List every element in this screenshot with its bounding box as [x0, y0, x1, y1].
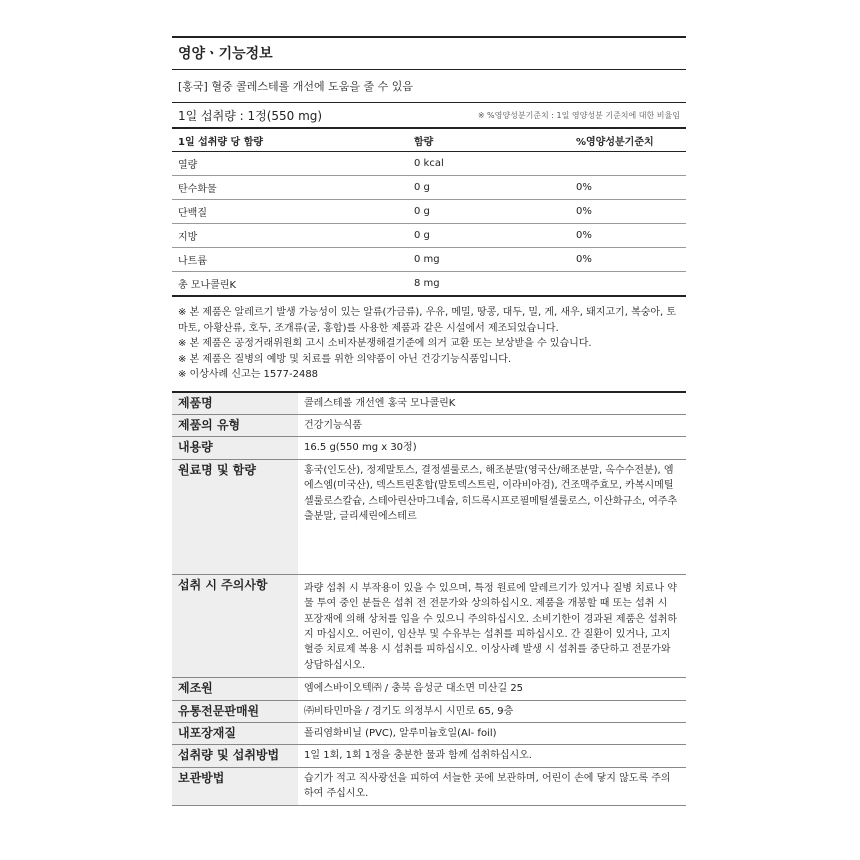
- compensation-note: ※ 본 제품은 공정거래위원회 고시 소비자분쟁해결기준에 의거 교환 또는 보상받을 수 있습니다.: [178, 338, 592, 349]
- nutrient-pct: 0%: [570, 176, 686, 200]
- table-row: [172, 248, 686, 272]
- info-label: 내용량: [172, 437, 298, 459]
- nutrition-info-panel: [172, 36, 686, 806]
- info-label: 보관방법: [172, 767, 298, 805]
- nutrition-table: [172, 129, 686, 297]
- header-amount: 함량: [408, 129, 570, 152]
- allergy-note: ※ 본 제품은 알레르기 발생 가능성이 있는 알류(가금류), 우유, 메밀, 땅콩, 대두, 밀, 게, 새우, 돼지고기, 복숭아, 토마토, 아황산류, 호두, 조개류(굴, 홍합)를 사용한 제품과 같은 시설에서 제조되었습니다.: [178, 307, 677, 334]
- table-row: [172, 224, 686, 248]
- nutrient-pct: 0%: [570, 224, 686, 248]
- nutrient-name: 나트륨: [172, 248, 408, 272]
- info-value: 건강기능식품: [298, 414, 686, 436]
- header-per-serving: 1일 섭취량 당 함량: [172, 129, 408, 152]
- not-medicine-note: ※ 본 제품은 질병의 예방 및 치료를 위한 의약품이 아닌 건강기능식품입니다.: [178, 353, 512, 365]
- nutrient-pct: 0%: [570, 248, 686, 272]
- table-row: [172, 393, 686, 415]
- table-row: [172, 437, 686, 459]
- info-label: 유통전문판매원: [172, 700, 298, 722]
- nutrient-name: 단백질: [172, 200, 408, 224]
- table-row: [172, 272, 686, 297]
- info-value: 1일 1회, 1회 1정을 충분한 물과 함께 섭취하십시오.: [298, 745, 686, 767]
- info-value: 엠에스바이오텍㈜ / 충북 음성군 대소면 미산길 25: [298, 678, 686, 700]
- nutrient-amount: 0 g: [408, 200, 570, 224]
- report-note: ※ 이상사례 신고는 1577-2488: [178, 369, 319, 380]
- table-row: [172, 152, 686, 176]
- nutrient-amount: 0 g: [408, 176, 570, 200]
- table-row: [172, 678, 686, 700]
- table-row: [172, 745, 686, 767]
- info-label: 섭취량 및 섭취방법: [172, 745, 298, 767]
- header-daily-value: %영양성분기준치: [570, 129, 686, 152]
- info-label: 제조원: [172, 678, 298, 700]
- serving-size-row: [172, 103, 686, 129]
- table-row: [172, 414, 686, 436]
- nutrient-name: 지방: [172, 224, 408, 248]
- info-value: 습기가 적고 직사광선을 피하여 서늘한 곳에 보관하며, 어린이 손에 닿지 않도록 주의하여 주십시오.: [298, 767, 686, 805]
- nutrient-amount: 8 mg: [408, 272, 570, 297]
- info-label: 원료명 및 함량: [172, 459, 298, 574]
- nutrient-amount: 0 g: [408, 224, 570, 248]
- nutrient-name: 총 모나콜린K: [172, 272, 408, 297]
- functional-claim: [홍국] 혈중 콜레스테롤 개선에 도움을 줄 수 있음: [172, 70, 686, 103]
- info-label: 섭취 시 주의사항: [172, 574, 298, 677]
- daily-value-note: ※ %영양성분기준치 : 1일 영양성분 기준치에 대한 비율임: [477, 110, 680, 120]
- nutrient-name: 탄수화물: [172, 176, 408, 200]
- table-row: [172, 767, 686, 805]
- nutrient-amount: 0 kcal: [408, 152, 570, 176]
- nutrient-name: 열량: [172, 152, 408, 176]
- table-row: [172, 459, 686, 574]
- info-value: ㈜비타민마을 / 경기도 의정부시 시민로 65, 9층: [298, 700, 686, 722]
- info-value: 홍국(인도산), 정제말토스, 결정셀룰로스, 해조분말(영국산/해조분말, 옥수수전분), 엠에스엠(미국산), 덱스트린혼합(말토덱스트린, 이라비아검), 건조맥주효모, 카복시메틸셀룰로스칼슘, 스테아린산마그네슘, 히드록시프로필메틸셀룰로스, 이산화규소, 여주추출분말, 글리세린에스테르: [298, 459, 686, 574]
- info-value: 콜레스테롤 개선엔 홍국 모나콜린K: [298, 393, 686, 415]
- info-label: 제품명: [172, 393, 298, 415]
- nutrient-amount: 0 mg: [408, 248, 570, 272]
- section-title: 영양ㆍ기능정보: [172, 36, 686, 70]
- info-value: 폴리염화비닐 (PVC), 알루미늄호일(Al- foil): [298, 722, 686, 744]
- nutrient-pct: [570, 152, 686, 176]
- nutrition-header-row: [172, 129, 686, 152]
- table-row: [172, 722, 686, 744]
- serving-size: 1일 섭취량 : 1정(550 mg): [178, 108, 323, 123]
- info-value: 과량 섭취 시 부작용이 있을 수 있으며, 특정 원료에 알레르기가 있거나 질병 치료나 약물 투여 중인 분들은 섭취 전 전문가와 상의하십시오. 제품을 개봉할 때 또는 섭취 시 포장재에 의해 상처를 입을 수 있으니 주의하십시오. 소비기한이 경과된 제품은 섭취하지 마십시오. 어린이, 임산부 및 수유부는 섭취를 피하십시오. 간 질환이 있거나, 고지혈증 치료제 복용 시 섭취를 피하십시오. 이상사례 발생 시 섭취를 중단하고 전문가와 상담하십시오.: [298, 574, 686, 677]
- nutrient-pct: 0%: [570, 200, 686, 224]
- table-row: [172, 200, 686, 224]
- table-row: [172, 574, 686, 677]
- notes-section: [172, 297, 686, 393]
- info-label: 제품의 유형: [172, 414, 298, 436]
- info-label: 내포장재질: [172, 722, 298, 744]
- info-value: 16.5 g(550 mg x 30정): [298, 437, 686, 459]
- product-info-table: [172, 393, 686, 806]
- nutrient-pct: [570, 272, 686, 297]
- table-row: [172, 700, 686, 722]
- table-row: [172, 176, 686, 200]
